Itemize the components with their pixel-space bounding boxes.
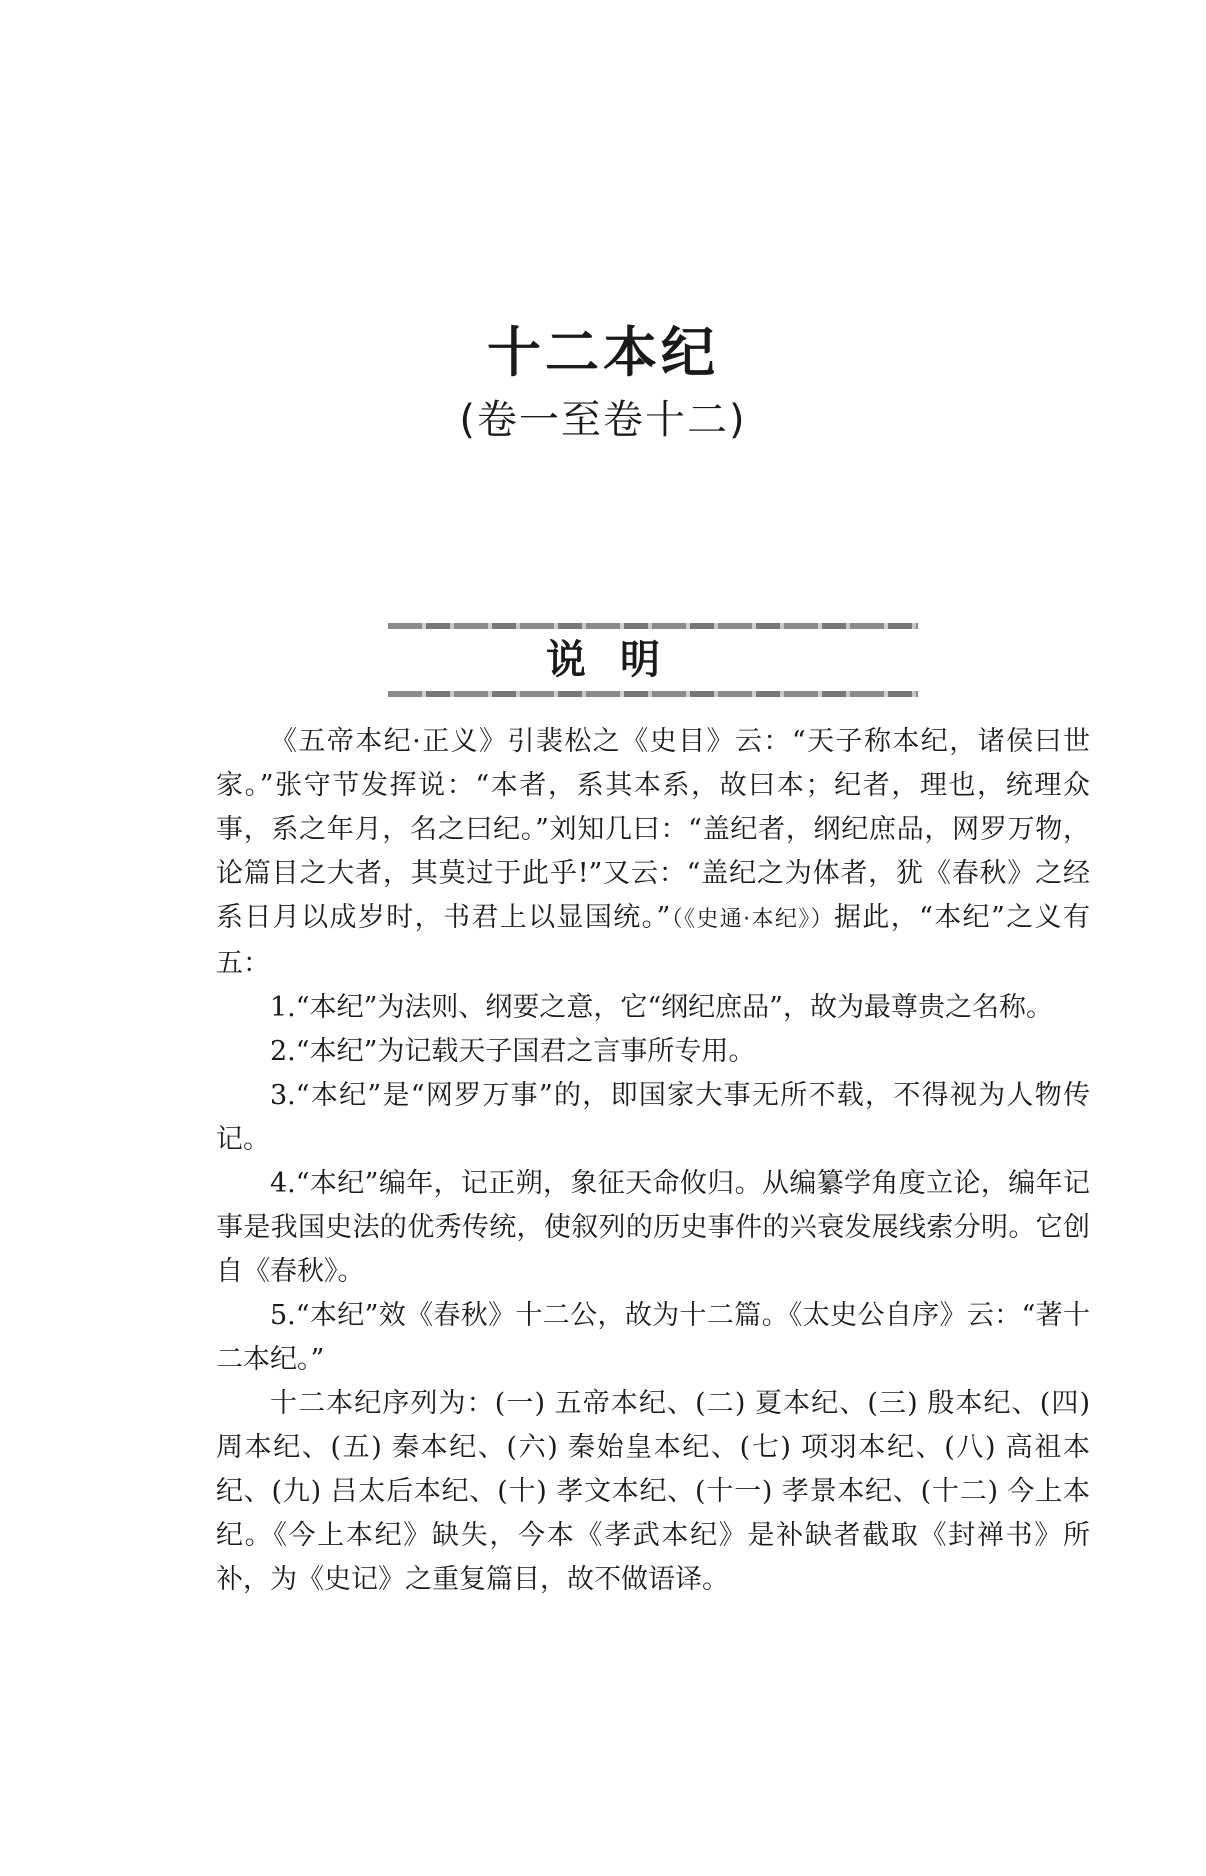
intro-paragraph <box>216 720 1090 986</box>
list-item: 3.“本纪”是“网罗万事”的，即国家大事无所不载，不得视为人物传记。 <box>216 1080 1090 1155</box>
list-item: 4.“本纪”编年，记正朔，象征天命攸归。从编纂学角度立论，编年记事是我国史法的优秀传统，使叙列的历史事件的兴衰发展线索分明。它创自《春秋》。 <box>216 1168 1090 1287</box>
heading-rule-top <box>388 623 918 629</box>
page-subtitle: (卷一至卷十二) <box>459 397 747 443</box>
section-heading: 说明 <box>546 636 694 683</box>
intro-text-end: 据此，“本纪”之义有五： <box>216 902 1090 979</box>
body-text <box>216 720 1090 1602</box>
page-title: 十二本纪 <box>487 321 719 384</box>
source-note: （《史通·本纪》） <box>670 907 835 932</box>
heading-rule-bottom <box>388 691 918 697</box>
intro-text: 《五帝本纪·正义》引裴松之《史目》云：“天子称本纪，诸侯曰世家。”张守节发挥说：“本者，系其本系，故曰本；纪者，理也，统理众事，系之年月，名之曰纪。”刘知几曰：“盖纪者，纲纪庶品，网罗万物，论篇目之大者，其莫过于此乎!”又云：“盖纪之为体者，犹《春秋》之经系日月以成岁时，书君上以显国统。” <box>216 726 1090 933</box>
list-item: 5.“本纪”效《春秋》十二公，故为十二篇。《太史公自序》云：“著十二本纪。” <box>216 1300 1090 1375</box>
list-item: 1.“本纪”为法则、纲要之意，它“纲纪庶品”，故为最尊贵之名称。 <box>270 992 1053 1023</box>
closing-paragraph: 十二本纪序列为：(一) 五帝本纪、(二) 夏本纪、(三) 殷本纪、(四) 周本纪、(五) 秦本纪、(六) 秦始皇本纪、(七) 项羽本纪、(八) 高祖本纪、(九) 吕太后本纪、(十) 孝文本纪、(十一) 孝景本纪、(十二) 今上本纪。《今上本纪》缺失，今本《孝武本纪》是补缺者截取《封禅书》所补，为《史记》之重复篇目，故不做语译。 <box>216 1388 1090 1595</box>
list-item: 2.“本纪”为记载天子国君之言事所专用。 <box>270 1036 756 1067</box>
